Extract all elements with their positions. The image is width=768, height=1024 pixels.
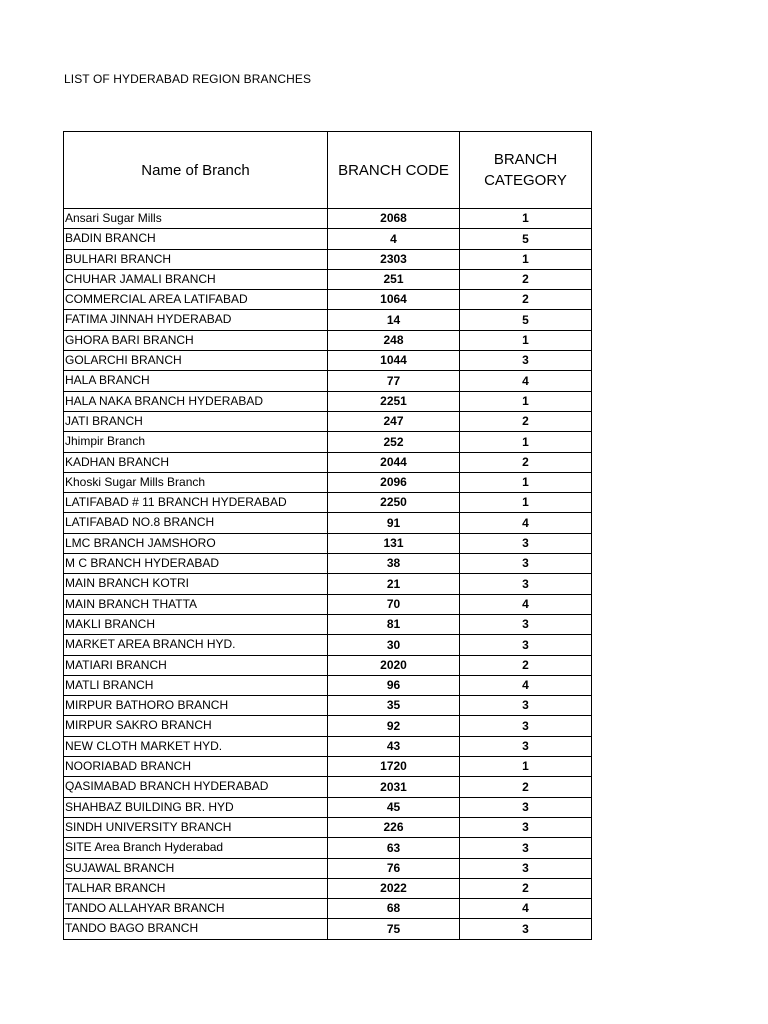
branch-name-cell: SHAHBAZ BUILDING BR. HYD: [64, 797, 328, 817]
branch-category-cell: 1: [460, 391, 592, 411]
header-name-of-branch: Name of Branch: [64, 132, 328, 209]
branch-name-cell: NOORIABAD BRANCH: [64, 757, 328, 777]
branch-category-cell: 3: [460, 919, 592, 939]
branch-name-cell: MIRPUR BATHORO BRANCH: [64, 696, 328, 716]
branch-name-cell: SUJAWAL BRANCH: [64, 858, 328, 878]
branch-category-cell: 4: [460, 899, 592, 919]
branch-category-cell: 3: [460, 736, 592, 756]
branch-name-cell: M C BRANCH HYDERABAD: [64, 554, 328, 574]
branch-code-cell: 96: [328, 675, 460, 695]
table-row: [64, 797, 592, 817]
table-row: [64, 675, 592, 695]
branch-code-cell: 75: [328, 919, 460, 939]
header-category-line-2: CATEGORY: [484, 172, 567, 189]
table-row: [64, 432, 592, 452]
branch-code-cell: 30: [328, 635, 460, 655]
branch-category-cell: 2: [460, 411, 592, 431]
branch-name-cell: KADHAN BRANCH: [64, 452, 328, 472]
branch-code-cell: 38: [328, 554, 460, 574]
table-row: [64, 411, 592, 431]
page-title: LIST OF HYDERABAD REGION BRANCHES: [64, 72, 312, 86]
branch-code-cell: 1044: [328, 351, 460, 371]
branch-category-cell: 3: [460, 614, 592, 634]
branch-category-cell: 3: [460, 351, 592, 371]
table-row: [64, 716, 592, 736]
table-row: [64, 696, 592, 716]
table-row: [64, 858, 592, 878]
branch-name-cell: JATI BRANCH: [64, 411, 328, 431]
table-row: [64, 614, 592, 634]
branch-category-cell: 1: [460, 757, 592, 777]
branch-code-cell: 1064: [328, 290, 460, 310]
branch-category-cell: 3: [460, 817, 592, 837]
table-row: [64, 655, 592, 675]
table-row: [64, 493, 592, 513]
branch-category-cell: 3: [460, 696, 592, 716]
branch-code-cell: 70: [328, 594, 460, 614]
table-row: [64, 919, 592, 939]
table-row: [64, 351, 592, 371]
branch-category-cell: 2: [460, 290, 592, 310]
branch-category-cell: 1: [460, 493, 592, 513]
branch-code-cell: 63: [328, 838, 460, 858]
branch-category-cell: 1: [460, 472, 592, 492]
branch-name-cell: QASIMABAD BRANCH HYDERABAD: [64, 777, 328, 797]
branch-name-cell: TALHAR BRANCH: [64, 878, 328, 898]
branch-code-cell: 77: [328, 371, 460, 391]
branch-name-cell: MAIN BRANCH THATTA: [64, 594, 328, 614]
branch-code-cell: 2044: [328, 452, 460, 472]
branch-name-cell: TANDO ALLAHYAR BRANCH: [64, 899, 328, 919]
branch-category-cell: 1: [460, 209, 592, 229]
table-row: [64, 899, 592, 919]
branch-name-cell: SINDH UNIVERSITY BRANCH: [64, 817, 328, 837]
table-row: [64, 635, 592, 655]
branch-code-cell: 91: [328, 513, 460, 533]
branch-code-cell: 2096: [328, 472, 460, 492]
branch-name-cell: CHUHAR JAMALI BRANCH: [64, 269, 328, 289]
branch-name-cell: Jhimpir Branch: [64, 432, 328, 452]
branch-category-cell: 3: [460, 533, 592, 553]
header-branch-category: [460, 132, 592, 209]
table-header-row: [64, 132, 592, 209]
table-row: [64, 757, 592, 777]
table-row: [64, 533, 592, 553]
branch-category-cell: 3: [460, 554, 592, 574]
branch-name-cell: GOLARCHI BRANCH: [64, 351, 328, 371]
branch-code-cell: 251: [328, 269, 460, 289]
branch-name-cell: NEW CLOTH MARKET HYD.: [64, 736, 328, 756]
table-row: [64, 310, 592, 330]
table-row: [64, 249, 592, 269]
branch-table: [63, 131, 592, 940]
table-row: [64, 371, 592, 391]
branch-name-cell: MIRPUR SAKRO BRANCH: [64, 716, 328, 736]
branch-code-cell: 35: [328, 696, 460, 716]
branch-category-cell: 3: [460, 716, 592, 736]
table-row: [64, 209, 592, 229]
branch-code-cell: 21: [328, 574, 460, 594]
branch-code-cell: 247: [328, 411, 460, 431]
branch-code-cell: 1720: [328, 757, 460, 777]
branch-name-cell: TANDO BAGO BRANCH: [64, 919, 328, 939]
branch-category-cell: 4: [460, 675, 592, 695]
branch-category-cell: 1: [460, 249, 592, 269]
table-row: [64, 229, 592, 249]
branch-name-cell: LATIFABAD # 11 BRANCH HYDERABAD: [64, 493, 328, 513]
branch-category-cell: 4: [460, 513, 592, 533]
branch-code-cell: 226: [328, 817, 460, 837]
branch-name-cell: Khoski Sugar Mills Branch: [64, 472, 328, 492]
table-row: [64, 878, 592, 898]
branch-name-cell: MATIARI BRANCH: [64, 655, 328, 675]
branch-code-cell: 4: [328, 229, 460, 249]
branch-name-cell: SITE Area Branch Hyderabad: [64, 838, 328, 858]
branch-category-cell: 4: [460, 594, 592, 614]
branch-name-cell: Ansari Sugar Mills: [64, 209, 328, 229]
branch-name-cell: LATIFABAD NO.8 BRANCH: [64, 513, 328, 533]
branch-name-cell: MATLI BRANCH: [64, 675, 328, 695]
branch-code-cell: 2020: [328, 655, 460, 675]
branch-category-cell: 2: [460, 452, 592, 472]
header-branch-code: BRANCH CODE: [328, 132, 460, 209]
branch-category-cell: 3: [460, 635, 592, 655]
branch-category-cell: 2: [460, 777, 592, 797]
header-category-line-1: BRANCH: [493, 151, 558, 168]
table-row: [64, 269, 592, 289]
table-row: [64, 472, 592, 492]
branch-code-cell: 131: [328, 533, 460, 553]
branch-name-cell: MAKLI BRANCH: [64, 614, 328, 634]
branch-name-cell: GHORA BARI BRANCH: [64, 330, 328, 350]
table-row: [64, 574, 592, 594]
table-row: [64, 594, 592, 614]
branch-code-cell: 68: [328, 899, 460, 919]
branch-code-cell: 14: [328, 310, 460, 330]
table-row: [64, 391, 592, 411]
branch-name-cell: BULHARI BRANCH: [64, 249, 328, 269]
table-row: [64, 838, 592, 858]
branch-code-cell: 2068: [328, 209, 460, 229]
table-row: [64, 554, 592, 574]
table-row: [64, 330, 592, 350]
branch-name-cell: MAIN BRANCH KOTRI: [64, 574, 328, 594]
branch-code-cell: 76: [328, 858, 460, 878]
branch-category-cell: 3: [460, 574, 592, 594]
table-row: [64, 513, 592, 533]
branch-name-cell: HALA BRANCH: [64, 371, 328, 391]
branch-code-cell: 45: [328, 797, 460, 817]
table-row: [64, 452, 592, 472]
branch-category-cell: 3: [460, 858, 592, 878]
branch-category-cell: 2: [460, 655, 592, 675]
table-row: [64, 817, 592, 837]
branch-code-cell: 2031: [328, 777, 460, 797]
branch-code-cell: 81: [328, 614, 460, 634]
table-row: [64, 777, 592, 797]
branch-name-cell: HALA NAKA BRANCH HYDERABAD: [64, 391, 328, 411]
branch-name-cell: COMMERCIAL AREA LATIFABAD: [64, 290, 328, 310]
branch-code-cell: 2022: [328, 878, 460, 898]
branch-category-cell: 2: [460, 878, 592, 898]
branch-category-cell: 5: [460, 229, 592, 249]
table-body: [64, 209, 592, 940]
branch-category-cell: 2: [460, 269, 592, 289]
branch-code-cell: 92: [328, 716, 460, 736]
branch-category-cell: 1: [460, 432, 592, 452]
branch-name-cell: LMC BRANCH JAMSHORO: [64, 533, 328, 553]
table-row: [64, 290, 592, 310]
branch-name-cell: FATIMA JINNAH HYDERABAD: [64, 310, 328, 330]
branch-category-cell: 1: [460, 330, 592, 350]
branch-category-cell: 4: [460, 371, 592, 391]
branch-code-cell: 43: [328, 736, 460, 756]
branch-code-cell: 252: [328, 432, 460, 452]
branch-code-cell: 2303: [328, 249, 460, 269]
branch-category-cell: 3: [460, 797, 592, 817]
branch-code-cell: 248: [328, 330, 460, 350]
branch-category-cell: 3: [460, 838, 592, 858]
branch-category-cell: 5: [460, 310, 592, 330]
branch-name-cell: BADIN BRANCH: [64, 229, 328, 249]
branch-name-cell: MARKET AREA BRANCH HYD.: [64, 635, 328, 655]
table-row: [64, 736, 592, 756]
branch-code-cell: 2251: [328, 391, 460, 411]
branch-code-cell: 2250: [328, 493, 460, 513]
